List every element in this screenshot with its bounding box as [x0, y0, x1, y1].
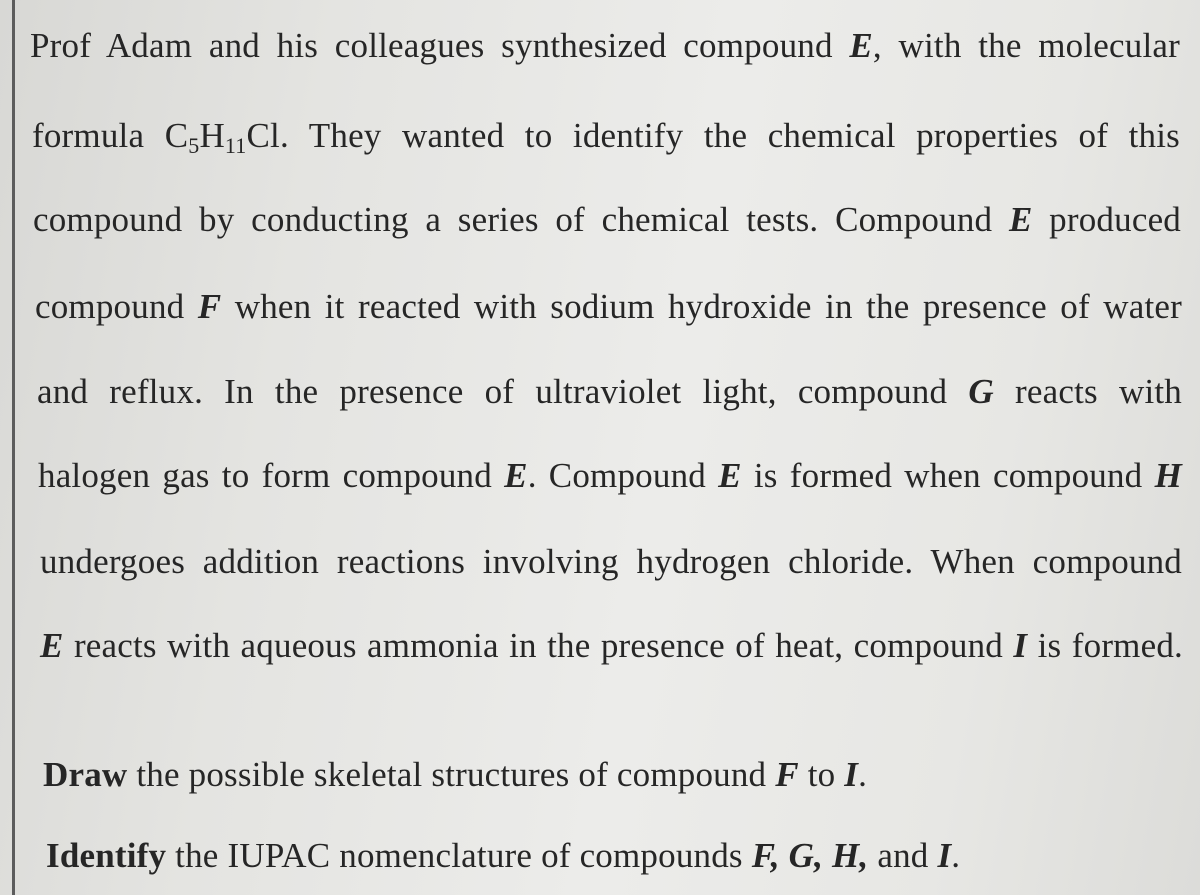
paragraph-line-2 [32, 116, 1180, 166]
compound-label: I [844, 755, 859, 794]
text-segment: and [868, 836, 938, 875]
compound-label: E [40, 626, 64, 665]
compound-label: E [504, 456, 528, 495]
task-verb: Draw [43, 755, 128, 794]
subscript: 11 [224, 133, 247, 158]
text-segment: the possible skeletal structures of compound [127, 755, 776, 794]
text-segment: formula C [32, 116, 189, 155]
text-segment: and reflux. In the presence of ultraviolet light, compound [37, 372, 969, 411]
text-segment: is formed when compound [741, 456, 1155, 495]
text-segment: when it reacted with sodium hydroxide in the presence of water [221, 287, 1182, 326]
text-segment: . [951, 836, 961, 875]
text-segment: reacts with [993, 372, 1183, 411]
compound-label: I [937, 836, 952, 875]
compound-label: I [1013, 626, 1028, 665]
text-segment: compound by conducting a series of chemical tests. Compound [33, 200, 1009, 239]
task-verb: Identify [46, 836, 167, 875]
text-segment: . [858, 755, 868, 794]
text-segment: undergoes addition reactions involving hydrogen chloride. When compound [40, 542, 1182, 581]
paragraph-line-4 [35, 287, 1182, 327]
text-segment: the IUPAC nomenclature of compounds [166, 836, 752, 875]
text-segment: is formed. [1027, 626, 1183, 665]
paragraph-line-3 [33, 200, 1181, 240]
text-segment: reacts with aqueous ammonia in the presence of heat, compound [63, 626, 1014, 665]
compound-label: F, G, H, [751, 836, 869, 875]
compound-label: E [1008, 200, 1033, 239]
task-draw [43, 755, 867, 795]
text-segment: , with the molecular [872, 26, 1180, 65]
text-segment: Prof Adam and his colleagues synthesized compound [30, 26, 850, 65]
paragraph-line-1 [30, 26, 1180, 66]
compound-label: E [718, 456, 742, 495]
text-segment: produced [1032, 200, 1181, 239]
text-segment: compound [35, 287, 198, 326]
paragraph-line-6 [38, 456, 1182, 496]
text-segment: to [798, 755, 845, 794]
paragraph-line-8 [40, 626, 1183, 666]
text-segment: . Compound [527, 456, 719, 495]
task-identify [46, 836, 960, 876]
text-segment: halogen gas to form compound [38, 456, 505, 495]
subscript: 5 [188, 133, 200, 158]
compound-label: G [968, 372, 994, 411]
text-segment: H [199, 116, 225, 155]
compound-label: E [849, 26, 873, 65]
compound-label: F [775, 755, 799, 794]
text-segment: Cl. They wanted to identify the chemical properties of this [246, 116, 1180, 155]
paragraph-line-7 [40, 542, 1182, 582]
compound-label: F [197, 287, 222, 326]
paragraph-line-5 [37, 372, 1182, 412]
left-margin-rule [12, 0, 15, 895]
compound-label: H [1154, 456, 1182, 495]
